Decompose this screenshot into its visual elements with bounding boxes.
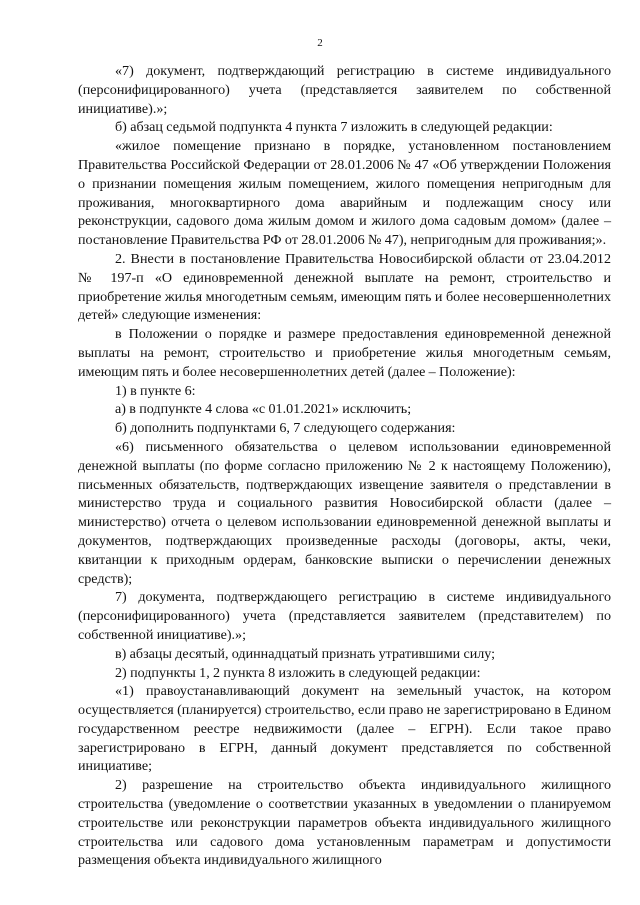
paragraph-7: а) в подпункте 4 слова «с 01.01.2021» исключить; [115, 401, 412, 418]
paragraph-5: в Положении о порядке и размере предоставления единовременной денежной выплаты на ремонт, строительство и приобретение жилья многодетным семьям, имеющим пять и более несовершеннолетних детей (далее – Положение): [78, 326, 611, 380]
paragraph-4: 2. Внести в постановление Правительства Новосибирской области от 23.04.2012 № 197-п «О единовременной денежной выплате на ремонт, строительство и приобретение жилья многодетным семьям, имеющим пять и более несовершеннолетних детей» следующие изменения: [78, 250, 611, 324]
paragraph-3: «жилое помещение признано в порядке, установленном постановлением Правительства Российской Федерации от 28.01.2006 № 47 «Об утверждении Положения о признании помещения жилым помещением, жилого помещения непригодным для проживания, многоквартирного дома аварийным и подлежащим сносу или реконструкции, садового дома жилым домом и жилого дома садовым домом» (далее – постановление Правительства РФ от 28.01.2006 № 47), непригодным для проживания;». [78, 138, 611, 249]
paragraph-8: б) дополнить подпунктами 6, 7 следующего содержания: [115, 420, 456, 437]
paragraph-2: б) абзац седьмой подпункта 4 пункта 7 изложить в следующей редакции: [115, 119, 553, 136]
paragraph-9: «6) письменного обязательства о целевом использовании единовременной денежной выплаты (по форме согласно приложению № 2 к настоящему Положению), письменных обязательств, подтверждающих извещение заявителя о представлении в министерство труда и социального развития Новосибирской области (далее – министерство) отчета о целевом использовании единовременной денежной выплаты и документов, подтверждающих произведенные расходы (договоры, акты, чеки, квитанции к приходным ордерам, банковские выписки о перечислении денежных средств); [78, 438, 611, 587]
paragraph-11: в) абзацы десятый, одиннадцатый признать утратившими силу; [115, 645, 496, 662]
paragraph-12: 2) подпункты 1, 2 пункта 8 изложить в следующей редакции: [115, 664, 481, 681]
paragraph-6: 1) в пункте 6: [115, 382, 196, 399]
page-number: 2 [317, 37, 323, 49]
paragraph-13: «1) правоустанавливающий документ на земельный участок, на котором осуществляется (планируется) строительство, если право не зарегистрировано в Едином государственном реестре недвижимости (далее – ЕГРН). Если такое право зарегистрировано в ЕГРН, данный документ представляется по собственной инициативе; [78, 683, 611, 775]
paragraph-10: 7) документа, подтверждающего регистрацию в системе индивидуального (персонифицированного) учета (представляется заявителем (представителем) по собственной инициативе).»; [78, 589, 611, 643]
paragraph-1: «7) документ, подтверждающий регистрацию в системе индивидуального (персонифицированного) учета (представляется заявителем по собственной инициативе).»; [78, 63, 611, 117]
paragraph-14: 2) разрешение на строительство объекта индивидуального жилищного строительства (уведомление о соответствии указанных в уведомлении о планируемом строительстве или реконструкции параметров объекта индивидуального жилищного строительства или садового дома установленным параметрам и допустимости размещения объекта индивидуального жилищного [78, 777, 611, 869]
document-body [78, 62, 611, 870]
